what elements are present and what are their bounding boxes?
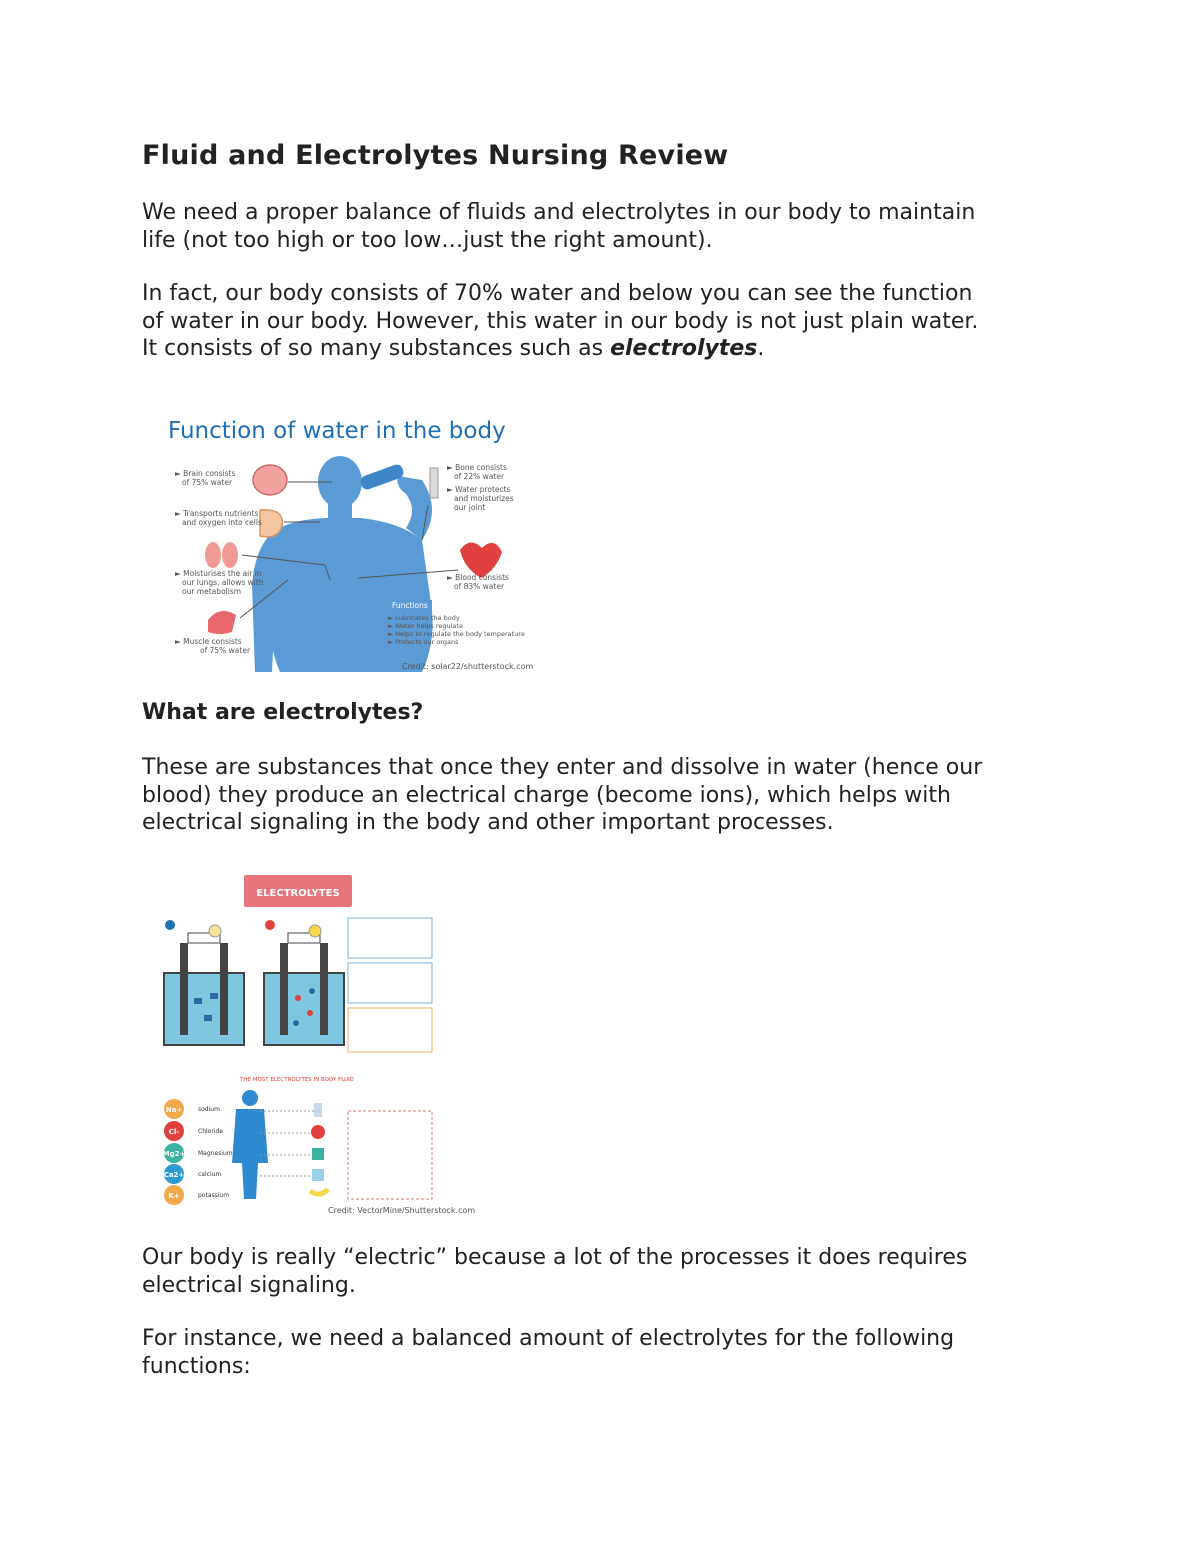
text-line: life (not too high or too low…just the right amount). [142,227,713,253]
muscle-arm-icon [208,611,236,634]
text-segment: It consists of so many substances such as [142,336,611,361]
text-line: blood) they produce an electrical charge (become ions), which helps with [142,782,951,808]
bone-icon [430,468,438,498]
bone-label-line: of 22% water [454,472,505,481]
spinach-icon [312,1148,324,1160]
electric-paragraph [142,1244,1062,1299]
bone-label-line: ► Bone consists [447,463,507,472]
text-line: of water in our body. However, this water in our body is not just plain water. [142,308,979,334]
text-segment: . [757,336,765,361]
joints-label-line: our joint [454,503,486,512]
functions-box-title: Functions [392,601,428,610]
stomach-icon [260,510,282,537]
bulb-icon [209,925,221,937]
lungs-label-line: our lungs, allows with [182,578,264,587]
functions-item: ► Protects our organs [388,638,459,646]
tomato-icon [311,1125,325,1139]
figure-title: Function of water in the body [168,418,506,444]
blood-label-line: of 83% water [454,582,505,591]
ion-label: K+ [168,1192,180,1200]
functions-paragraph [142,1325,1062,1380]
joints-label-line: ► Water protects [447,485,511,494]
figure-credit: Credit: solar22/shutterstock.com [402,662,534,671]
info-box [348,918,432,958]
electrolytes-paragraph [142,754,1062,837]
muscle-label-line: of 75% water [200,646,251,655]
text-line: electrical signaling in the body and other important processes. [142,810,834,835]
text-line: Our body is really “electric” because a lot of the processes it does requires [142,1245,968,1270]
lungs-label-line: ► Moisturises the air in [175,569,262,578]
text-line: electrical signaling. [142,1272,356,1298]
page-title: Fluid and Electrolytes Nursing Review [142,140,729,171]
status-icon [165,920,175,930]
bulb-icon [309,925,321,937]
water-paragraph [142,280,1062,363]
brain-label-line: of 75% water [182,478,233,487]
muscle-label-line: ► Muscle consists [175,637,242,646]
lungs-label-line: our metabolism [182,587,241,596]
water-function-illustration [160,410,555,678]
figure-subheading: THE MOST ELECTROLYTES IN BODY FLUID [240,1077,354,1083]
figure-credit: Credit: VectorMine/Shutterstock.com [328,1206,476,1215]
banner-text: ELECTROLYTES [256,888,340,899]
bottle-icon [314,1103,322,1117]
person-icon [232,1090,268,1199]
ion-name: potassium [198,1192,230,1199]
electrolytes-figure [160,873,476,1218]
lungs-icon [205,542,238,568]
electrolytes-illustration [160,873,476,1218]
joints-label-line: and moisturizes [454,494,514,503]
functions-item: ► Water helps regulate [388,622,463,630]
beaker-left-icon [164,920,244,1045]
transport-label-line: ► Transports nutrients [175,509,259,518]
section-heading: What are electrolytes? [142,700,424,725]
water-function-figure [160,410,555,678]
text-line: We need a proper balance of fluids and electrolytes in our body to maintain [142,200,976,225]
banana-icon [310,1189,328,1194]
text-line: These are substances that once they enter and dissolve in water (hence our [142,755,983,780]
transport-label-line: and oxygen into cells [182,518,262,527]
brain-icon [253,465,287,495]
ion-label: Mg2+ [162,1150,186,1158]
ion-name: Chloride [198,1128,223,1135]
emphasis-electrolytes: electrolytes [610,336,758,361]
text-line: For instance, we need a balanced amount of electrolytes for the following [142,1326,955,1351]
text-line [142,335,1062,363]
functions-item: ► Helps to regulate the body temperature [388,630,525,638]
info-box [348,963,432,1003]
ion-name: calcium [198,1171,222,1178]
ion-label: Cl- [168,1128,180,1136]
beaker-right-icon [264,920,344,1045]
milk-icon [312,1169,324,1181]
blood-label-line: ► Blood consists [447,573,509,582]
text-line: In fact, our body consists of 70% water and below you can see the function [142,281,973,306]
info-box [348,1008,432,1052]
brain-label-line: ► Brain consists [175,469,236,478]
ion-name: sodium [198,1106,220,1113]
functions-item: ► Lubricates the body [388,614,460,622]
info-box [348,1111,432,1199]
text-line: functions: [142,1353,251,1379]
ion-label: Ca2+ [163,1171,185,1179]
ion-name: Magnesium [198,1150,233,1157]
ion-label: Na+ [165,1106,183,1114]
status-icon [265,920,275,930]
intro-paragraph [142,199,1062,254]
